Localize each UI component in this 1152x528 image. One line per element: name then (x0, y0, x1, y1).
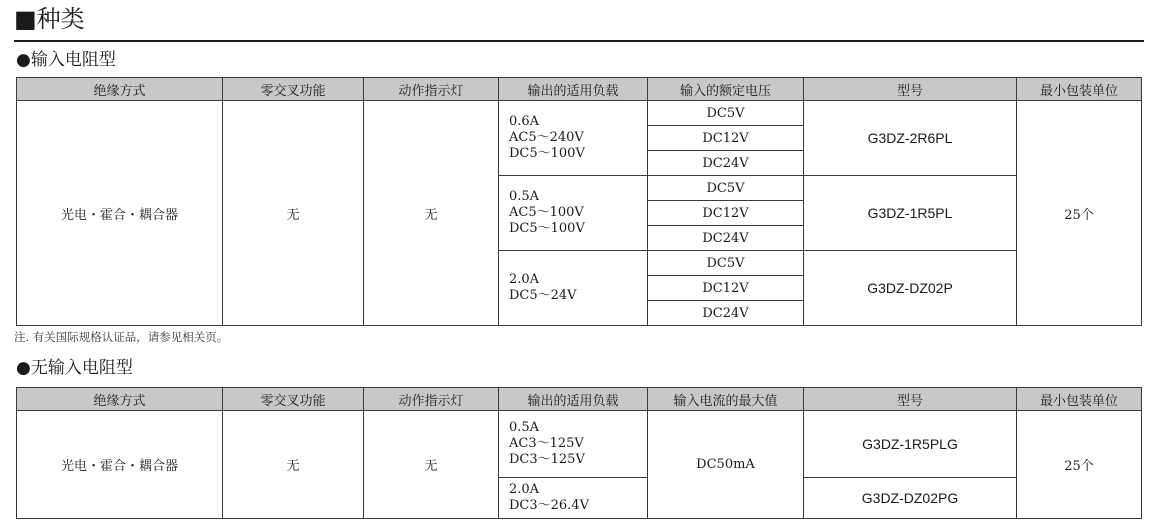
output-load-cell (499, 176, 648, 251)
rated-voltage-cell: DC5V (648, 101, 804, 126)
header-min-pack: 最小包装单位 (1017, 388, 1142, 411)
header-input-current-max: 输入电流的最大值 (648, 388, 804, 411)
load-ac-range: AC5～100V (509, 205, 584, 220)
header-min-pack: 最小包装单位 (1017, 78, 1142, 101)
indicator-cell: 无 (364, 411, 499, 519)
spec-table-input-resistor (16, 77, 1142, 326)
load-current: 2.0A (509, 272, 540, 287)
rated-voltage-cell: DC5V (648, 176, 804, 201)
header-insulation: 绝缘方式 (17, 78, 223, 101)
load-dc-range: DC5～100V (509, 146, 585, 161)
insulation-cell: 光电・霍合・耦合器 (17, 411, 223, 519)
zero-cross-cell: 无 (223, 101, 364, 326)
page-title: ■种类 (14, 5, 85, 33)
model-cell: G3DZ-1R5PLG (804, 411, 1017, 478)
min-pack-cell: 25个 (1017, 101, 1142, 326)
header-zero-cross: 零交叉功能 (223, 78, 364, 101)
model-cell: G3DZ-2R6PL (804, 101, 1017, 176)
load-current: 0.6A (509, 114, 540, 129)
section-title-input-resistor: ●输入电阻型 (16, 50, 116, 70)
model-cell: G3DZ-DZ02P (804, 251, 1017, 326)
indicator-cell: 无 (364, 101, 499, 326)
table-header-row (17, 388, 1142, 411)
header-indicator: 动作指示灯 (364, 78, 499, 101)
load-current: 0.5A (509, 420, 540, 435)
rated-voltage-cell: DC12V (648, 276, 804, 301)
header-insulation: 绝缘方式 (17, 388, 223, 411)
load-ac-range: AC5～240V (509, 130, 584, 145)
load-ac-range: AC3～125V (509, 436, 584, 451)
rated-voltage-cell: DC24V (648, 151, 804, 176)
min-pack-cell: 25个 (1017, 411, 1142, 519)
load-dc-range: DC5～24V (509, 288, 577, 303)
title-divider (14, 40, 1144, 42)
output-load-cell (499, 101, 648, 176)
rated-voltage-cell: DC12V (648, 201, 804, 226)
rated-voltage-cell: DC24V (648, 301, 804, 326)
output-load-cell (499, 411, 648, 478)
table-row (17, 101, 1142, 126)
load-dc-range: DC3～125V (509, 452, 585, 467)
section-title-no-input-resistor: ●无输入电阻型 (16, 358, 133, 378)
header-output-load: 输出的适用负载 (499, 388, 648, 411)
rated-voltage-cell: DC24V (648, 226, 804, 251)
input-current-cell: DC50mA (648, 411, 804, 519)
spec-table-no-input-resistor (16, 387, 1142, 519)
load-dc-range: DC5～100V (509, 221, 585, 236)
header-model: 型号 (804, 388, 1017, 411)
load-dc-range: DC3～26.4V (509, 498, 589, 513)
load-current: 2.0A (509, 482, 540, 497)
header-output-load: 输出的适用负载 (499, 78, 648, 101)
header-rated-voltage: 输入的额定电压 (648, 78, 804, 101)
output-load-cell (499, 251, 648, 326)
table-header-row (17, 78, 1142, 101)
header-indicator: 动作指示灯 (364, 388, 499, 411)
model-cell: G3DZ-DZ02PG (804, 478, 1017, 519)
rated-voltage-cell: DC12V (648, 126, 804, 151)
table-row (17, 411, 1142, 478)
zero-cross-cell: 无 (223, 411, 364, 519)
certification-note: 注. 有关国际规格认证品，请参见相关页。 (14, 330, 229, 344)
rated-voltage-cell: DC5V (648, 251, 804, 276)
header-zero-cross: 零交叉功能 (223, 388, 364, 411)
output-load-cell (499, 478, 648, 519)
load-current: 0.5A (509, 189, 540, 204)
insulation-cell: 光电・霍合・耦合器 (17, 101, 223, 326)
model-cell: G3DZ-1R5PL (804, 176, 1017, 251)
header-model: 型号 (804, 78, 1017, 101)
